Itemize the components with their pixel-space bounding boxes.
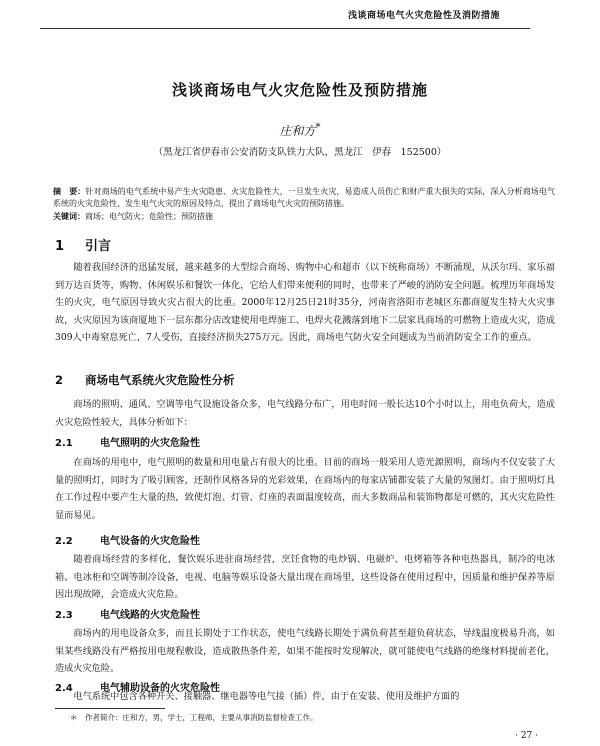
section-2-2-heading [55,532,200,547]
affiliation: （黑龙江省伊春市公安消防支队铁力大队，黑龙江 伊春 152500） [153,147,447,158]
section-2-paragraph: 商场的照明、通风、空调等电气设施设备众多，电气线路分布广，用电时间一般长达10个小时以上，用电负荷大，造成火灾危险性较大，具体分析如下： [55,399,555,428]
section-2-1-number: 2.1 [55,438,73,449]
section-2-1-title: 电气照明的火灾危险性 [100,438,200,449]
section-2-4-paragraph: 电气系统中包含各种开关、接触器、继电器等电气接（插）件，由于在安装、使用及维护方面的 [73,691,460,702]
section-1-paragraph: 随着我国经济的迅猛发展，越来越多的大型综合商场、购物中心和超市（以下统称商场）不断涌现，从沃尔玛、家乐福到万达百货等，购物、休闲娱乐和餐饮一体化，它给人们带来便利的同时，也带来了严峻的消防安全问题。梳理历年商场发生的火灾，电气原因导致火灾占很大的比重。2000年12月25日21时35分，河南省洛阳市老城区东都商厦发生特大火灾事故，火灾原因为该商厦地下一层东都分店改建使用电焊施工、电焊火花溅落到地下二层家具商场的可燃物上造成火灾，造成309人中毒窒息死亡，7人受伤，直接经济损失275万元。因此，商场电气防火安全问题成为当前消防安全工作的重点。 [55,262,555,343]
section-2-3-paragraph: 商场内的用电设备众多，而且长期处于工作状态，使电气线路长期处于满负荷甚至超负荷状态，导线温度极易升高，如果某些线路没有严格按用电规程敷设，造成散热条件差，如果不能按时发现解决，就可能使电气线路的绝缘材料提前老化，造成火灾危险。 [55,628,555,674]
author [0,122,600,139]
section-2-3-heading [55,606,200,621]
section-2-2-number: 2.2 [55,536,73,547]
keywords-label: 关键词： [53,212,85,221]
author-name: 庄和方 [279,124,316,138]
paper-title: 浅谈商场电气火灾危险性及预防措施 [171,81,428,99]
section-1-heading [55,235,111,254]
header-rule [40,28,530,29]
abstract-label: 摘 要： [53,187,86,196]
keywords [53,211,555,223]
section-2-title: 商场电气系统火灾危险性分析 [85,373,235,387]
section-2-heading [55,372,235,388]
section-2-3-number: 2.3 [55,610,73,621]
abstract-text: 针对商场的电气系统中易产生火灾隐患、火灾危险性大，一旦发生火灾，易造成人员伤亡和财产重大损失的实际，深入分析商场电气系统的火灾危险性、发生电气火灾的原因及特点，提出了商场电气火灾的预防措施。 [53,187,556,208]
section-2-4-title: 电气辅助设备的火灾危险性 [100,683,220,694]
footnote-rule [55,708,165,709]
page-number: · 27 · [515,731,538,741]
section-2-number: 2 [55,373,64,387]
section-2-3-title: 电气线路的火灾危险性 [100,610,200,621]
section-1-title: 引言 [85,239,112,254]
footnote: ＊ 作者简介：庄和方，男，学士，工程师，主要从事消防监督检查工作。 [70,713,318,722]
author-footnote-mark: * [315,122,321,133]
section-2-2-title: 电气设备的火灾危险性 [100,536,200,547]
section-1-number: 1 [55,239,65,254]
keywords-text: 商场；电气防火；危险性；预防措施 [85,212,213,221]
section-2-1-heading [55,434,200,449]
section-2-2-paragraph: 随着商场经营的多样化，餐饮娱乐进驻商场经营，烹饪食物的电炒锅、电磁炉、电烤箱等各种电热器具，制冷的电冰箱、电冰柜和空调等制冷设备，电视、电脑等娱乐设备大量出现在商场里，这些设备在使用过程中，因质量和维护保养等原因出现故障，会造成火灾危险。 [55,554,555,600]
section-2-1-paragraph: 在商场的用电中，电气照明的数量和用电量占有很大的比重。目前的商场一般采用人造光源照明，商场内不仅安装了大量的照明灯，同时为了吸引顾客，还制作风格各异的光彩效果，在商场内的每家店铺都安装了大量的氖图灯。由于照明灯具在工作过程中要产生大量的热，致使灯泡、灯管、灯座的表面温度较高，而大多数商品和装饰物都是可燃的，其火灾危险性显而易见。 [55,457,555,521]
section-2-4-number: 2.4 [55,683,73,694]
running-head: 浅谈商场电气火灾危险性及消防措施 [347,11,500,21]
abstract [53,186,555,210]
